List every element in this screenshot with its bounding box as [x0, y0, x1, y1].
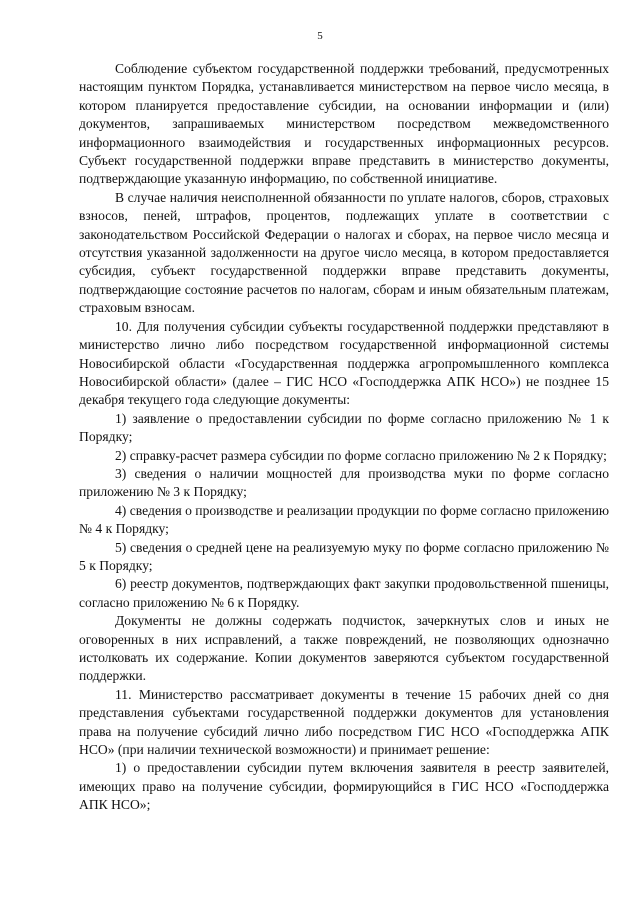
paragraph-clause-11: 11. Министерство рассматривает документы в течение 15 рабочих дней со дня представления субъектами государственной поддержки документов для установления права на получение субсидий лично либо посредством ГИС НСО «Господдержка АПК НСО» (при наличии технической возможности) и принимает решение: [79, 686, 609, 758]
list-item-capacity: 3) сведения о наличии мощностей для производства муки по форме согласно приложению № 3 к Порядку; [79, 465, 609, 500]
document-body [79, 60, 609, 815]
paragraph-compliance-check: Соблюдение субъектом государственной поддержки требований, предусмотренных настоящим пунктом Порядка, устанавливается министерством на первое число месяца, в котором планируется предоставление субсидии, на основании информации и (или) документов, запрашиваемых министерством посредством межведомственного информационного взаимодействия и государственных информационных ресурсов. Субъект государственной поддержки вправе представить в министерство документы, подтверждающие указанную информацию, по собственной инициативе. [79, 61, 609, 187]
paragraph-tax-debt: В случае наличия неисполненной обязанности по уплате налогов, сборов, страховых взносов, пеней, штрафов, процентов, подлежащих уплате в соответствии с законодательством Российской Федерации о налогах и сборах, на первое число месяца и отсутствия указанной задолженности на другое число месяца, в котором предоставляется субсидия, субъект государственной поддержки вправе представить документы, подтверждающие состояние расчетов по налогам, сборам и иным обязательным платежам, страховым взносам. [79, 189, 609, 316]
list-item-decision-grant: 1) о предоставлении субсидии путем включения заявителя в реестр заявителей, имеющих право на получение субсидии, формирующийся в ГИС НСО «Господдержка АПК НСО»; [79, 760, 609, 813]
list-item-registry: 6) реестр документов, подтверждающих факт закупки продовольственной пшеницы, согласно приложению № 6 к Порядку. [79, 576, 609, 610]
list-item-average-price: 5) сведения о средней цене на реализуемую муку по форме согласно приложению № 5 к Порядку; [79, 539, 609, 573]
list-item-application: 1) заявление о предоставлении субсидии по форме согласно приложению № 1 к Порядку; [79, 410, 609, 445]
list-item-calculation: 2) справку-расчет размера субсидии по форме согласно приложению № 2 к Порядку; [115, 447, 607, 463]
list-item-production: 4) сведения о производстве и реализации продукции по форме согласно приложению № 4 к Порядку; [79, 502, 610, 537]
page-number: 5 [317, 30, 323, 42]
paragraph-clause-10: 10. Для получения субсидии субъекты государственной поддержки представляют в министерство лично либо посредством государственной информационной системы Новосибирской области «Государственная поддержка агропромышленного комплекса Новосибирской области» (далее – ГИС НСО «Господдержка АПК НСО») не позднее 15 декабря текущего года следующие документы: [79, 318, 609, 408]
paragraph-document-requirements: Документы не должны содержать подчисток, зачеркнутых слов и иных не оговоренных в них исправлений, а также повреждений, не позволяющих однозначно истолковать их содержание. Копии документов заверяются субъектом государственной поддержки. [79, 613, 609, 684]
